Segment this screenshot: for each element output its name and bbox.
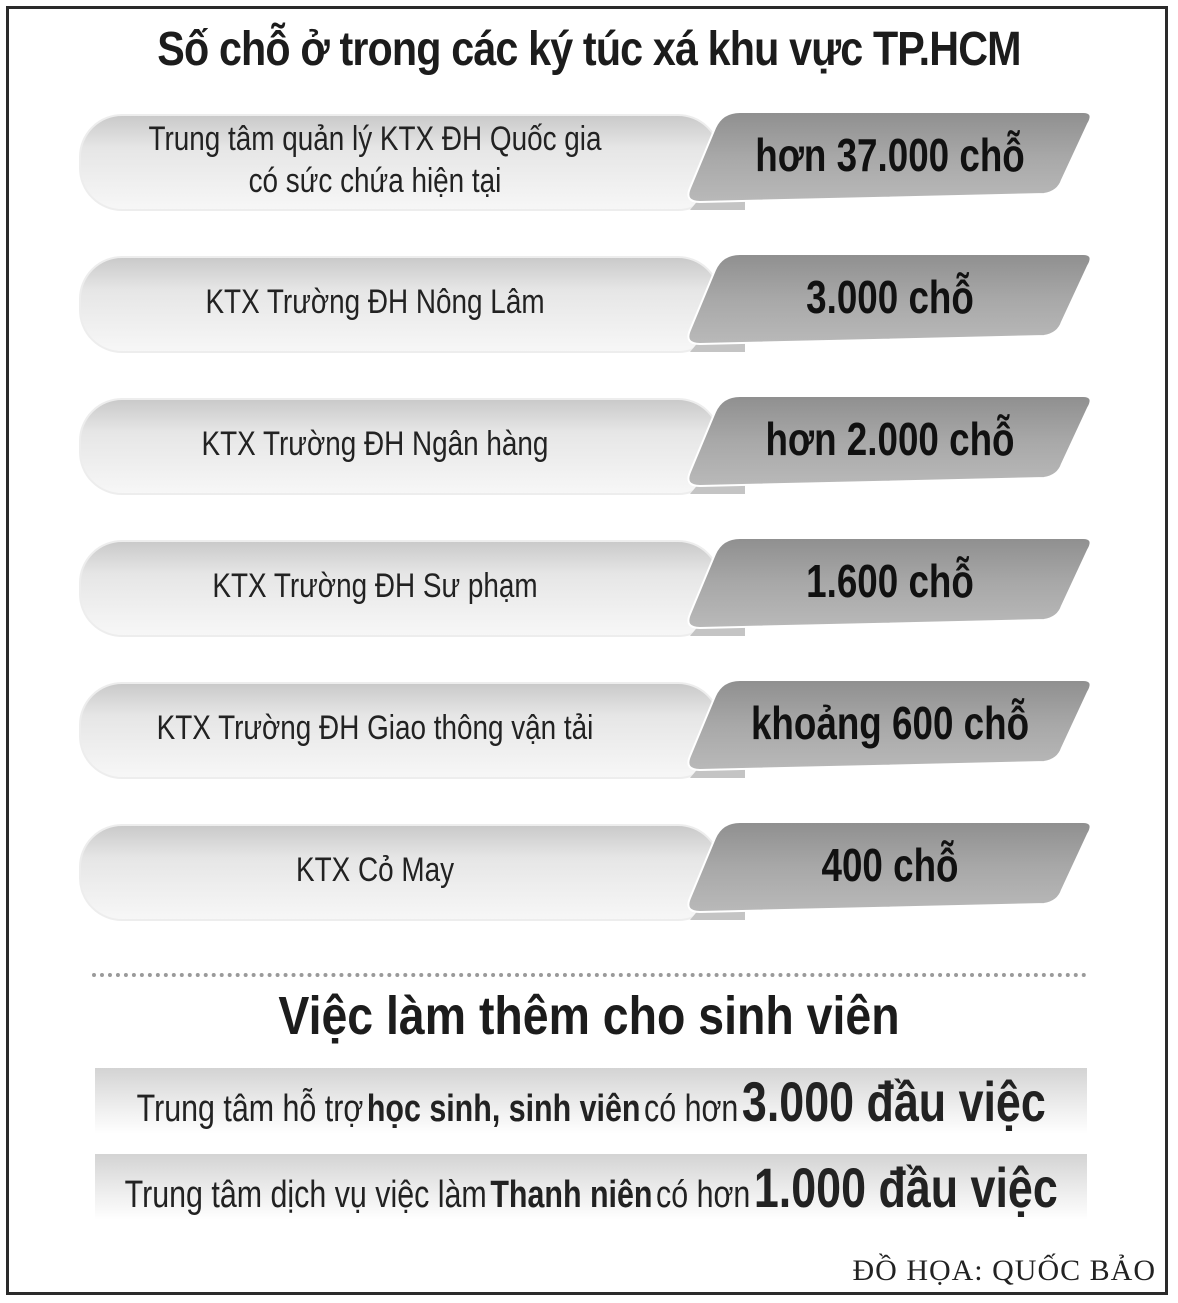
dorm-capacity: hơn 37.000 chỗ xyxy=(755,129,1025,181)
dorm-row xyxy=(0,678,1178,788)
main-title: Số chỗ ở trong các ký túc xá khu vực TP.HCM xyxy=(157,23,1021,76)
dorm-row xyxy=(0,252,1178,362)
dorm-row xyxy=(0,394,1178,504)
dorm-label: KTX Trường ĐH Nông Lâm xyxy=(205,283,545,321)
dorm-label-line: Trung tâm quản lý KTX ĐH Quốc gia xyxy=(148,120,602,158)
section-divider xyxy=(92,973,1087,977)
dorm-capacity: 3.000 chỗ xyxy=(806,271,974,323)
dorm-capacity: khoảng 600 chỗ xyxy=(750,697,1030,749)
dorm-label-line: có sức chứa hiện tại xyxy=(248,162,502,200)
dorm-row xyxy=(0,536,1178,646)
job-middle: có hơn xyxy=(655,1173,751,1216)
dorm-label: KTX Trường ĐH Sư phạm xyxy=(212,567,538,605)
job-prefix: Trung tâm dịch vụ việc làm xyxy=(124,1173,487,1216)
job-emphasis: học sinh, sinh viên xyxy=(366,1087,641,1130)
jobs-title: Việc làm thêm cho sinh viên xyxy=(278,986,900,1046)
dorm-row xyxy=(0,110,1178,220)
job-banner xyxy=(95,1154,1087,1220)
dorm-label xyxy=(145,110,604,210)
job-banner xyxy=(95,1068,1087,1134)
dorm-capacity: 400 chỗ xyxy=(821,839,959,891)
job-prefix: Trung tâm hỗ trợ xyxy=(136,1087,364,1130)
dorm-label: KTX Trường ĐH Ngân hàng xyxy=(201,425,549,463)
graphic-credit: ĐỒ HỌA: QUỐC BẢO xyxy=(852,1254,1156,1287)
dorm-capacity: 1.600 chỗ xyxy=(806,555,974,607)
dorm-label: KTX Trường ĐH Giao thông vận tải xyxy=(156,709,594,747)
job-middle: có hơn xyxy=(643,1087,739,1130)
dorm-row xyxy=(0,820,1178,930)
job-count: 3.000 đầu việc xyxy=(741,1069,1046,1133)
job-count: 1.000 đầu việc xyxy=(753,1155,1058,1219)
job-emphasis: Thanh niên xyxy=(490,1173,653,1216)
dorm-capacity: hơn 2.000 chỗ xyxy=(765,413,1015,465)
dorm-label: KTX Cỏ May xyxy=(295,851,455,889)
